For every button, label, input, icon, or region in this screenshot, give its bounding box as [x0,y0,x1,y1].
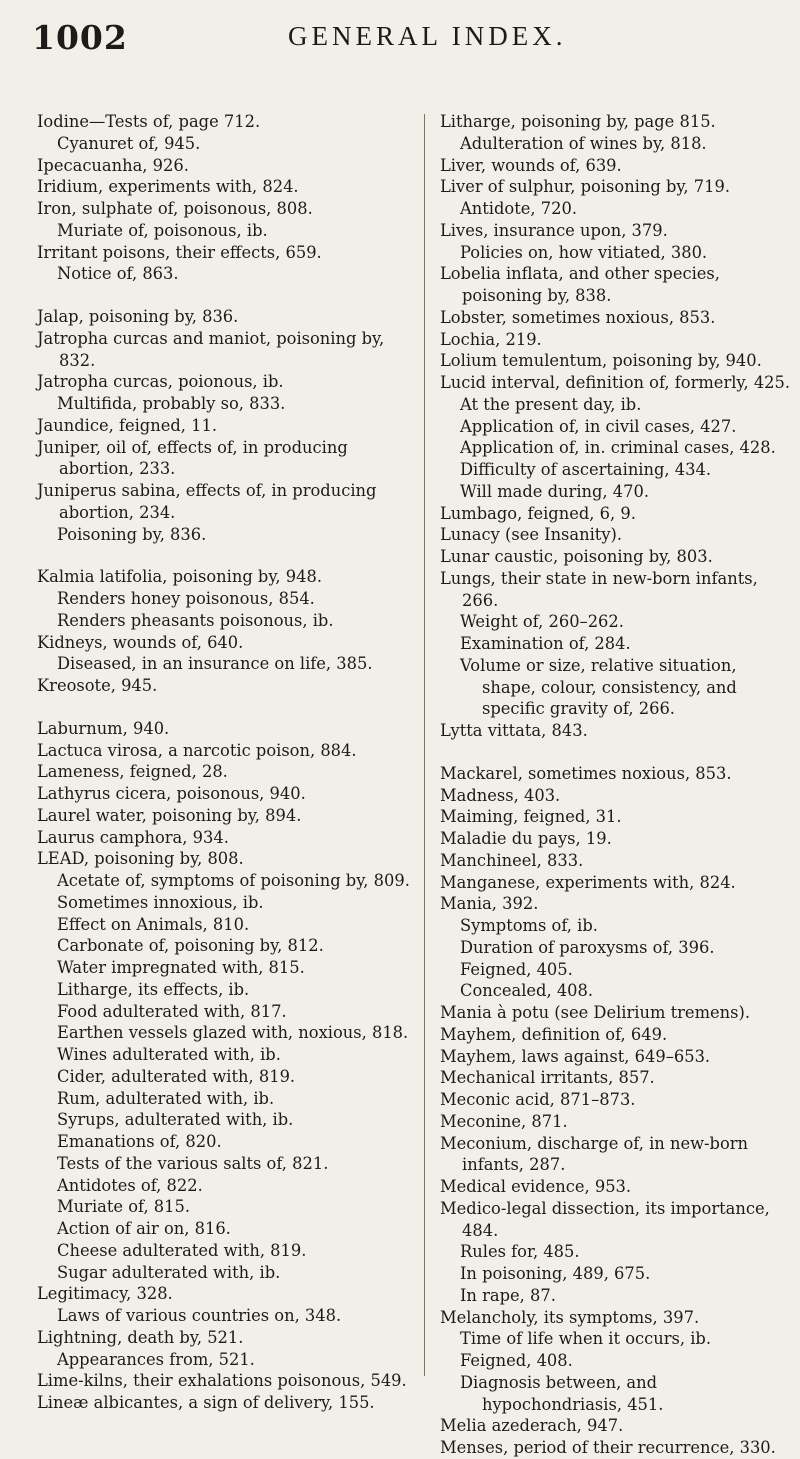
index-entry: Liver, wounds of, 639. [440,155,622,175]
index-entry: Lytta vittata, 843. [440,721,588,740]
index-entry: Laurel water, poisoning by, 894. [37,805,302,825]
index-entry: Jatropha curcas and maniot, poisoning by, 832. [37,328,385,370]
index-subentry: Symptoms of, ib. [460,916,598,935]
index-entry: Juniperus sabina, effects of, in producing abortion, 234. [37,481,377,522]
index-entry: Lunar caustic, poisoning by, 803. [440,547,713,566]
index-entry: Lucid interval, definition of, formerly, 425. [440,373,791,392]
index-subentry: Renders pheasants poisonous, ib. [57,610,334,630]
index-subentry: Time of life when it occurs, ib. [460,1329,712,1349]
index-entry: Lobelia inflata, and other species, poisoning by, 838. [440,264,720,305]
index-entry: Mania à potu (see Delirium tremens). [440,1003,751,1022]
index-subentry: In poisoning, 489, 675. [460,1264,651,1283]
index-entry: Mayhem, laws against, 649–653. [440,1046,711,1066]
index-entry: Meconine, 871. [440,1111,568,1131]
index-entry: Iron, sulphate of, poisonous, 808. [37,199,313,218]
index-subentry: In rape, 87. [460,1285,556,1305]
index-entry: Liver of sulphur, poisoning by, 719. [440,177,731,197]
index-subentry: Antidotes of, 822. [57,1175,203,1195]
index-entry: Mackarel, sometimes noxious, 853. [440,763,732,783]
index-entry: Litharge, poisoning by, page 815. [440,112,716,131]
index-subentry: Difficulty of ascertaining, 434. [460,460,712,479]
index-subentry: Duration of paroxysms of, 396. [460,937,715,957]
index-entry: Lobster, sometimes noxious, 853. [440,307,716,327]
index-entry: LEAD, poisoning by, 808. [37,849,244,869]
index-entry: Melia azederach, 947. [440,1416,624,1436]
index-entry: Lunacy (see Insanity). [440,525,623,545]
index-entry: Lungs, their state in new-born infants, 266. [440,568,758,610]
index-entry: Mania, 392. [440,894,539,914]
index-entry: Manchineel, 833. [440,850,584,870]
index-subentry: Cider, adulterated with, 819. [57,1066,296,1086]
index-entry: Kidneys, wounds of, 640. [37,632,244,652]
index-entry: Lineæ albicantes, a sign of delivery, 155. [37,1393,375,1412]
index-entry: Lime-kilns, their exhalations poisonous, 549. [37,1371,407,1391]
index-subentry: Examination of, 284. [460,634,631,653]
index-subentry: Multifida, probably so, 833. [57,394,286,413]
index-subentry: Action of air on, 816. [57,1219,231,1238]
index-subentry: Sugar adulterated with, ib. [57,1262,281,1282]
index-subentry: Antidote, 720. [460,199,577,218]
index-subentry: Adulteration of wines by, 818. [460,133,707,153]
index-subentry: Policies on, how vitiated, 380. [460,242,708,262]
index-subentry: Food adulterated with, 817. [57,1001,287,1021]
index-entry: Manganese, experiments with, 824. [440,872,736,892]
index-entry: Jaundice, feigned, 11. [37,415,218,435]
index-subentry: Weight of, 260–262. [460,612,624,632]
index-entry: Medico-legal dissection, its importance, 484. [440,1198,770,1240]
index-entry: Menses, period of their recurrence, 330. [440,1438,776,1457]
index-entry: Lolium temulentum, poisoning by, 940. [440,351,762,371]
index-entry: Medical evidence, 953. [440,1177,632,1196]
index-subentry: Diseased, in an insurance on life, 385. [57,654,373,674]
index-subentry: Rum, adulterated with, ib. [57,1088,275,1108]
index-subentry: Poisoning by, 836. [57,524,207,544]
page-header [0,0,800,120]
index-subentry: Feigned, 405. [460,959,573,979]
index-section-gap [37,697,412,718]
index-subentry: Water impregnated with, 815. [57,958,305,977]
page-number: 1002 [32,18,128,57]
index-subentry: Carbonate of, poisoning by, 812. [57,936,324,956]
index-entry: Jatropha curcas, poionous, ib. [37,372,284,392]
index-entry: Mayhem, definition of, 649. [440,1024,668,1044]
index-subentry: Concealed, 408. [460,981,594,1001]
index-entry: Lightning, death by, 521. [37,1327,244,1347]
index-subentry: Will made during, 470. [460,481,650,501]
index-subentry: Cheese adulterated with, 819. [57,1240,307,1260]
index-subentry: Volume or size, relative situation, shape, colour, consistency, and specific gravity of, 266. [460,655,737,719]
index-subentry: Diagnosis between, and hypochondriasis, 451. [460,1372,664,1414]
index-entry: Laburnum, 940. [37,718,170,738]
index-column-right [440,111,795,1459]
index-subentry: Rules for, 485. [460,1242,580,1262]
index-entry: Lameness, feigned, 28. [37,762,228,782]
index-subentry: Acetate of, symptoms of poisoning by, 809. [57,871,410,890]
index-subentry: Muriate of, 815. [57,1197,191,1217]
index-subentry: Muriate of, poisonous, ib. [57,220,268,240]
index-entry: Melancholy, its symptoms, 397. [440,1307,700,1327]
index-column-left [37,111,412,1414]
index-subentry: At the present day, ib. [460,394,642,414]
index-subentry: Feigned, 408. [460,1351,573,1370]
index-section-gap [37,285,412,306]
column-divider [424,114,425,1376]
index-subentry: Earthen vessels glazed with, noxious, 818. [57,1023,409,1043]
index-entry: Juniper, oil of, effects of, in producing abortion, 233. [37,437,348,479]
index-entry: Mechanical irritants, 857. [440,1068,655,1088]
index-entry: Iridium, experiments with, 824. [37,177,299,197]
index-subentry: Emanations of, 820. [57,1132,222,1151]
index-subentry: Laws of various countries on, 348. [57,1306,342,1325]
index-entry: Madness, 403. [440,785,561,805]
index-subentry: Appearances from, 521. [57,1349,255,1369]
index-subentry: Application of, in civil cases, 427. [460,416,737,436]
index-entry: Iodine—Tests of, page 712. [37,112,261,131]
index-subentry: Tests of the various salts of, 821. [57,1153,329,1173]
index-section-gap [37,545,412,566]
index-section-gap [440,742,795,763]
index-entry: Maladie du pays, 19. [440,829,612,848]
running-head: GENERAL INDEX. [288,21,567,51]
index-entry: Lumbago, feigned, 6, 9. [440,503,636,523]
index-entry: Jalap, poisoning by, 836. [37,307,239,326]
index-subentry: Litharge, its effects, ib. [57,979,250,999]
index-entry: Lactuca virosa, a narcotic poison, 884. [37,740,357,760]
index-entry: Legitimacy, 328. [37,1284,173,1304]
index-entry: Kreosote, 945. [37,676,158,695]
index-entry: Lathyrus cicera, poisonous, 940. [37,784,306,803]
index-entry: Kalmia latifolia, poisoning by, 948. [37,567,322,587]
index-subentry: Syrups, adulterated with, ib. [57,1110,294,1130]
index-entry: Lives, insurance upon, 379. [440,220,668,240]
index-subentry: Sometimes innoxious, ib. [57,892,264,912]
index-subentry: Effect on Animals, 810. [57,914,250,934]
index-entry: Ipecacuanha, 926. [37,155,189,175]
index-entry: Irritant poisons, their effects, 659. [37,242,322,262]
index-subentry: Cyanuret of, 945. [57,133,201,153]
index-entry: Meconium, discharge of, in new-born infants, 287. [440,1133,749,1175]
index-entry: Laurus camphora, 934. [37,827,229,847]
index-subentry: Application of, in. criminal cases, 428. [460,438,776,458]
index-entry: Maiming, feigned, 31. [440,807,622,827]
index-subentry: Notice of, 863. [57,264,179,284]
index-entry: Meconic acid, 871–873. [440,1090,636,1109]
index-subentry: Wines adulterated with, ib. [57,1045,281,1064]
index-entry: Lochia, 219. [440,329,542,349]
index-subentry: Renders honey poisonous, 854. [57,589,315,608]
